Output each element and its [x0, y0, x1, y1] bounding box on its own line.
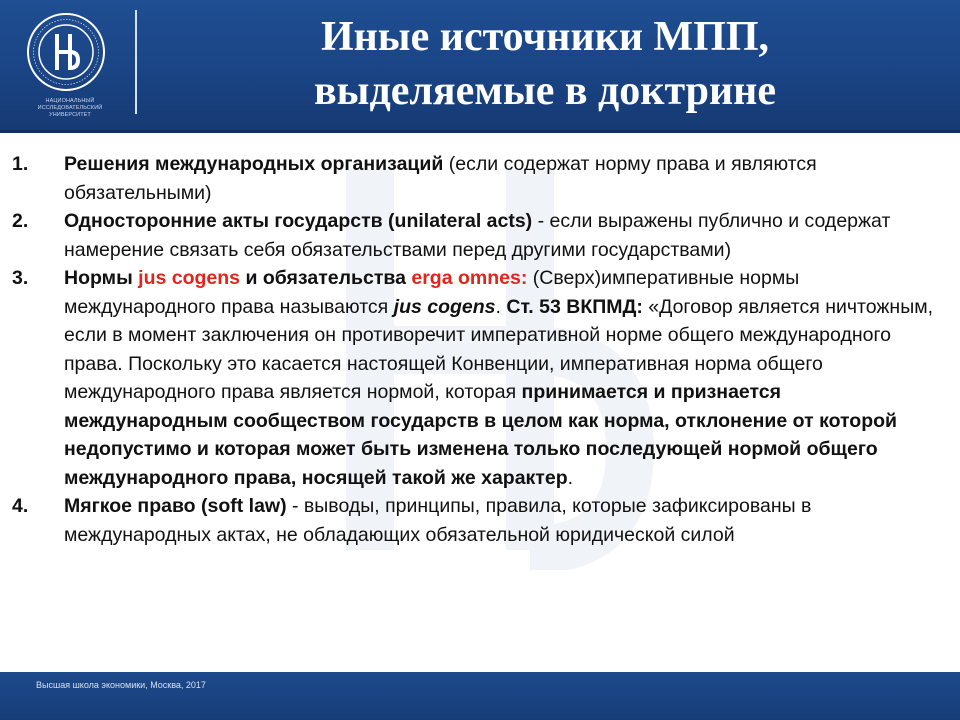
header-divider: [0, 130, 960, 133]
list-item-number: 4.: [12, 495, 29, 517]
logo-divider: [135, 10, 137, 114]
list-item-text: Мягкое право (soft law) - выводы, принципы, правила, которые зафиксированы в международных актах, не обладающих обязательной юридической силой: [64, 495, 812, 546]
list-item-number: 2.: [12, 210, 29, 232]
list-item-text: Решения международных организаций (если содержат норму права и являются обязательными): [64, 153, 817, 204]
slide-title: [150, 8, 940, 120]
header-bar: [0, 0, 960, 130]
footer-caption: Высшая школа экономики, Москва, 2017: [36, 680, 206, 690]
slide-title-line-1: Иные источники МПП,: [320, 14, 770, 60]
hse-logo-seal: [26, 12, 106, 92]
list-item-number: 1.: [12, 153, 29, 175]
list-item-number: 3.: [12, 267, 29, 289]
slide-title-line-2: выделяемые в доктрине: [314, 68, 776, 114]
term-jus-cogens: jus cogens: [138, 267, 241, 289]
list-item-text: Односторонние акты государств (unilateral acts) - если выражены публично и содержат намерение связать себя обязательствами перед другими государствами): [64, 210, 891, 261]
list-item: [12, 207, 942, 264]
logo-caption: НАЦИОНАЛЬНЫЙ ИССЛЕДОВАТЕЛЬСКИЙ УНИВЕРСИТЕТ: [37, 98, 103, 118]
content-list: [12, 150, 942, 549]
footer-bar: [0, 672, 960, 720]
list-item: [12, 492, 942, 549]
list-item: [12, 150, 942, 207]
list-item-text: Нормы jus cogens и обязательства erga omnes: (Сверх)императивные нормы международного права называются jus cogens. Ст. 53 ВКПМД: «Договор является ничтожным, если в момент заключения он противоречит императивной норме общего международного права. Поскольку это касается настоящей Конвенции, императивная норма общего международного права является нормой, которая принимается и признается международным сообществом государств в целом как норма, отклонение от которой недопустимо и которая может быть изменена только последующей нормой общего международного права, носящей такой же характер.: [64, 267, 934, 489]
term-erga-omnes: erga omnes:: [411, 267, 528, 289]
list-item: [12, 264, 942, 492]
